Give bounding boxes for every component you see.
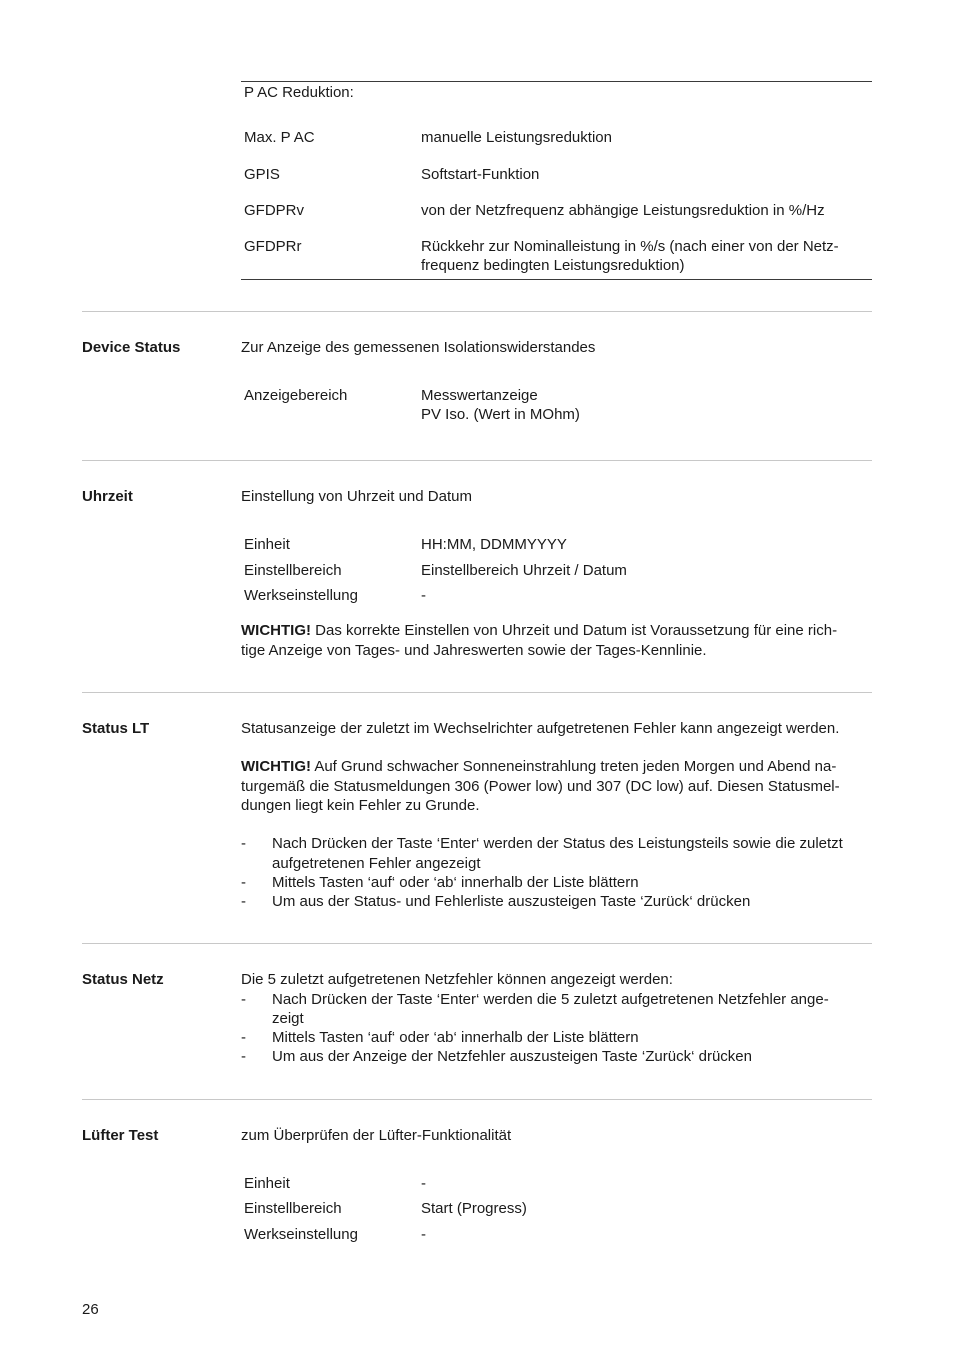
pac-row-value-line2: frequenz bedingten Leistungsreduktion) [421,257,685,274]
uhrzeit-important-note [241,621,876,641]
section-divider [82,311,872,312]
status-lt-important-note-line2: turgemäß die Statusmeldungen 306 (Power low) und 307 (DC low) auf. Diesen Statusmel- [241,778,840,795]
status-netz-description: Die 5 zuletzt aufgetretenen Netzfehler können angezeigt werden: [241,971,673,988]
section-label-status-netz: Status Netz [82,971,164,988]
section-divider [82,943,872,944]
device-status-description: Zur Anzeige des gemessenen Isolationswiderstandes [241,339,596,356]
section-label-luefter-test: Lüfter Test [82,1127,159,1144]
uhrzeit-description: Einstellung von Uhrzeit und Datum [241,488,472,505]
bullet-dash: - [241,874,246,891]
pac-row-value: manuelle Leistungsreduktion [421,129,612,146]
bullet-text: zeigt [272,1010,304,1027]
uhrzeit-row-value: HH:MM, DDMMYYYY [421,536,567,553]
section-label-uhrzeit: Uhrzeit [82,488,133,505]
pac-table-header: P AC Reduktion: [244,84,354,101]
uhrzeit-row-key: Einheit [244,536,290,553]
luefter-row-key: Einheit [244,1175,290,1192]
section-divider [82,692,872,693]
pac-row-key: GFDPRr [244,238,302,255]
bullet-text: Um aus der Anzeige der Netzfehler auszusteigen Taste ‘Zurück‘ drücken [272,1048,752,1065]
note-text: Das korrekte Einstellen von Uhrzeit und Datum ist Voraussetzung für eine rich- [310,622,838,639]
luefter-row-value: - [421,1226,426,1243]
important-label: WICHTIG! [241,622,311,639]
bullet-text: Nach Drücken der Taste ‘Enter‘ werden die 5 zuletzt aufgetretenen Netzfehler ange- [272,991,829,1008]
pac-row-key: Max. P AC [244,129,315,146]
pac-row-value-line1: Rückkehr zur Nominalleistung in %/s (nach einer von der Netz- [421,238,839,255]
pac-row-value: Softstart-Funktion [421,166,540,183]
status-lt-important-note-line3: dungen liegt kein Fehler zu Grunde. [241,797,480,814]
bullet-dash: - [241,1048,246,1065]
pac-row-key: GFDPRv [244,202,304,219]
uhrzeit-row-value: Einstellbereich Uhrzeit / Datum [421,562,627,579]
luefter-test-description: zum Überprüfen der Lüfter-Funktionalität [241,1127,512,1144]
bullet-text: aufgetretenen Fehler angezeigt [272,855,481,872]
bullet-text: Um aus der Status- und Fehlerliste auszusteigen Taste ‘Zurück‘ drücken [272,893,751,910]
section-divider [82,460,872,461]
uhrzeit-row-value: - [421,587,426,604]
pac-row-value: von der Netzfrequenz abhängige Leistungsreduktion in %/Hz [421,202,825,219]
device-status-row-value-line2: PV Iso. (Wert in MOhm) [421,406,580,423]
bullet-dash: - [241,991,246,1008]
status-lt-important-note [241,757,876,777]
bullet-text: Nach Drücken der Taste ‘Enter‘ werden der Status des Leistungsteils sowie die zuletzt [272,835,843,852]
device-status-row-key: Anzeigebereich [244,387,348,404]
pac-table-bottom-rule [241,279,872,280]
section-label-status-lt: Status LT [82,720,150,737]
luefter-row-value: Start (Progress) [421,1200,527,1217]
bullet-dash: - [241,835,246,852]
device-status-row-value-line1: Messwertanzeige [421,387,538,404]
luefter-row-value: - [421,1175,426,1192]
uhrzeit-row-key: Werkseinstellung [244,587,358,604]
bullet-text: Mittels Tasten ‘auf‘ oder ‘ab‘ innerhalb der Liste blättern [272,1029,639,1046]
uhrzeit-row-key: Einstellbereich [244,562,342,579]
pac-table-top-rule [241,81,872,82]
bullet-text: Mittels Tasten ‘auf‘ oder ‘ab‘ innerhalb der Liste blättern [272,874,639,891]
note-text: Auf Grund schwacher Sonneneinstrahlung treten jeden Morgen und Abend na- [310,758,837,775]
bullet-dash: - [241,893,246,910]
bullet-dash: - [241,1029,246,1046]
status-lt-description: Statusanzeige der zuletzt im Wechselrichter aufgetretenen Fehler kann angezeigt werden. [241,720,840,737]
uhrzeit-important-note-line2: tige Anzeige von Tages- und Jahreswerten sowie der Tages-Kennlinie. [241,642,707,659]
important-label: WICHTIG! [241,758,311,775]
luefter-row-key: Werkseinstellung [244,1226,358,1243]
luefter-row-key: Einstellbereich [244,1200,342,1217]
section-divider [82,1099,872,1100]
page-number: 26 [82,1301,99,1318]
pac-row-key: GPIS [244,166,280,183]
section-label-device-status: Device Status [82,339,181,356]
